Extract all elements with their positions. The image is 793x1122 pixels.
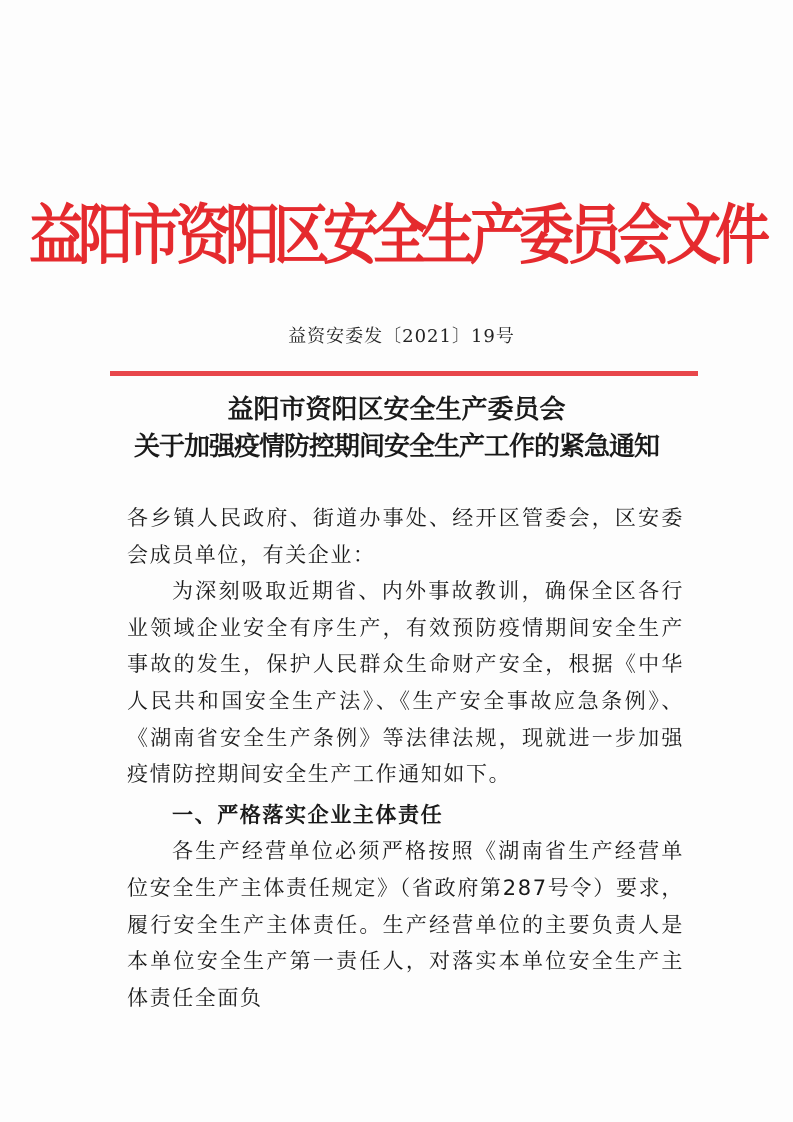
section-paragraph: 各生产经营单位必须严格按照《湖南省生产经营单位安全生产主体责任规定》（省政府第287号令）要求，履行安全生产主体责任。生产经营单位的主要负责人是本单位安全生产第一责任人，对落实本单位安全生产主体责任全面负 bbox=[127, 839, 684, 1010]
intro-paragraph: 为深刻吸取近期省、内外事故教训，确保全区各行业领域企业安全有序生产，有效预防疫情期间安全生产事故的发生，保护人民群众生命财产安全，根据《中华人民共和国安全生产法》、《生产安全事故应急条例》、《湖南省安全生产条例》等法律法规，现就进一步加强疫情防控期间安全生产工作通知如下。 bbox=[127, 579, 684, 787]
notice-title-line1: 益阳市资阳区安全生产委员会 bbox=[227, 395, 566, 425]
notice-title bbox=[0, 392, 793, 466]
red-divider-line bbox=[110, 371, 698, 376]
document-number: 益资安委发〔2021〕19号 bbox=[288, 326, 515, 347]
addressee-paragraph: 各乡镇人民政府、街道办事处、经开区管委会，区安委会成员单位，有关企业： bbox=[127, 506, 684, 567]
notice-title-line2: 关于加强疫情防控期间安全生产工作的紧急通知 bbox=[133, 432, 659, 462]
document-body bbox=[127, 500, 684, 1016]
document-header-title: 益阳市资阳区安全生产委员会文件 bbox=[28, 195, 764, 273]
section-heading: 一、严格落实企业主体责任 bbox=[172, 802, 444, 827]
